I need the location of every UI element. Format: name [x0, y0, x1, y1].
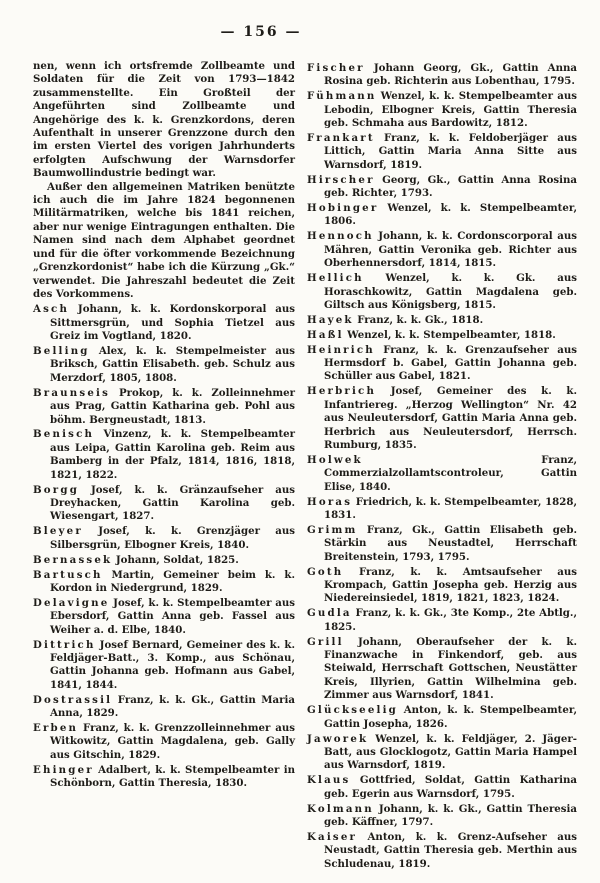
- register-entry: Bartusch Martin, Gemeiner beim k. k. Kordon in Niedergrund, 1829.: [33, 568, 295, 594]
- register-entry: Heinrich Franz, k. k. Grenzaufseher aus Hermsdorf b. Gabel, Gattin Johanna geb. Schüller aus Gabel, 1821.: [307, 343, 577, 383]
- register-entry: Dostrassil Franz, k. k. Gk., Gattin Maria Anna, 1829.: [33, 693, 295, 720]
- register-entry: Braunseis Prokop, k. k. Zolleinnehmer aus Prag, Gattin Katharina geb. Pohl aus böhm. Bergneustadt, 1813.: [33, 386, 295, 426]
- entry-surname: Braunseis: [33, 386, 111, 399]
- entry-surname: Heinrich: [307, 343, 375, 356]
- entry-surname: Hennoch: [307, 230, 374, 243]
- register-entry: Fischer Johann Georg, Gk., Gattin Anna Rosina geb. Richterin aus Lobenthau, 1795.: [307, 62, 577, 88]
- right-column: [307, 60, 577, 873]
- register-entry: Hayek Franz, k. k. Gk., 1818.: [307, 313, 484, 326]
- register-entry: Grill Johann, Oberaufseher der k. k. Finanzwache in Finkendorf, geb. aus Steiwald, Herrschaft Gottschen, Neustätter Kreis, Illyrien, Gattin Wilhelmina geb. Zimmer aus Warnsdorf, 1841.: [307, 635, 577, 702]
- entry-surname: Horas: [307, 495, 353, 508]
- entry-surname: Jaworek: [307, 732, 369, 745]
- left-column: [33, 60, 295, 792]
- register-entry: Bleyer Josef, k. k. Grenzjäger aus Silbersgrün, Elbogner Kreis, 1840.: [33, 525, 295, 551]
- register-entry: Bernassek Johann, Soldat, 1825.: [33, 553, 239, 566]
- entry-surname: Kaiser: [307, 830, 358, 843]
- register-entry: Klaus Gottfried, Soldat, Gattin Katharina geb. Egerin aus Warnsdorf, 1795.: [307, 774, 577, 800]
- entry-surname: Herbrich: [307, 385, 377, 398]
- entry-surname: Belling: [33, 345, 90, 358]
- intro-paragraph-matriken: Außer den allgemeinen Matriken benützte ich auch die im Jahre 1824 begonnenen Militärmatriken, welche bis 1841 reichen, aber nur wenige Eintragungen enthalten. Die Namen sind nach dem Alphabet geordnet und für die öfter vorkommende Bezeichnung „Grenzkordonist“ habe ich die Kürzung „Gk.“ verwendet. Die Jahreszahl bedeutet die Zeit des Vorkommens.: [33, 180, 295, 300]
- register-entry: Horas Friedrich, k. k. Stempelbeamter, 1828, 1831.: [307, 495, 577, 521]
- register-entry: Frankart Franz, k. k. Feldoberjäger aus Littich, Gattin Maria Anna Sitte aus Warnsdorf, 1819.: [307, 132, 577, 171]
- entry-surname: Frankart: [307, 132, 375, 145]
- register-entry: Belling Alex, k. k. Stempelmeister aus Briksch, Gattin Elisabeth. geb. Schulz aus Merzdorf, 1805, 1808.: [33, 345, 295, 384]
- register-entry: Hirscher Georg, Gk., Gattin Anna Rosina geb. Richter, 1793.: [307, 173, 577, 200]
- register-entry: Kolmann Johann, k. k. Gk., Gattin Theresia geb. Käffner, 1797.: [307, 802, 577, 828]
- entry-surname: Dittrich: [33, 638, 96, 651]
- entry-surname: Borgg: [33, 483, 80, 496]
- entry-surname: Holwek: [307, 453, 363, 466]
- entry-surname: Grimm: [307, 523, 358, 536]
- entry-surname: Ehinger: [33, 763, 94, 776]
- register-entry: Kaiser Anton, k. k. Grenz-Aufseher aus Neustadt, Gattin Theresia geb. Merthin aus Schludenau, 1819.: [307, 830, 577, 870]
- entry-surname: Bernassek: [33, 553, 113, 566]
- entry-surname: Erben: [33, 722, 79, 734]
- register-entry: Holwek Franz, Commerzialzollamtscontroleur, Gattin Elise, 1840.: [307, 453, 577, 493]
- entry-surname: Glückseelig: [307, 704, 399, 717]
- entry-surname: Hellich: [307, 272, 364, 285]
- register-entry: Haßl Wenzel, k. k. Stempelbeamter, 1818.: [307, 328, 556, 341]
- register-entry: Asch Johann, k. k. Kordonskorporal aus Sittmersgrün, und Sophia Tietzel aus Greiz im Vogtland, 1820.: [33, 303, 295, 343]
- register-entry: Dittrich Josef Bernard, Gemeiner des k. k. Feldjäger-Batt., 3. Komp., aus Schönau, Gattin Johanna geb. Hofmann aus Gabel, 1841, 1844.: [33, 638, 295, 691]
- entry-surname: Hayek: [307, 313, 354, 326]
- entry-surname: Grill: [307, 635, 344, 648]
- page-number: — 156 —: [220, 24, 302, 40]
- text-block: [33, 60, 577, 873]
- register-list-left: [33, 303, 295, 790]
- register-entry: Borgg Josef, k. k. Gränzaufseher aus Dreyhacken, Gattin Karolina geb. Wiesengart, 1827.: [33, 483, 295, 523]
- entry-surname: Dostrassil: [33, 693, 113, 706]
- register-entry: Hobinger Wenzel, k. k. Stempelbeamter, 1806.: [307, 202, 577, 228]
- entry-surname: Fühmann: [307, 90, 377, 103]
- entry-surname: Haßl: [307, 328, 344, 341]
- register-entry: Hennoch Johann, k. k. Cordonscorporal aus Mähren, Gattin Veronika geb. Richter aus Oberhennersdorf, 1814, 1815.: [307, 230, 577, 270]
- entry-surname: Hobinger: [307, 202, 379, 215]
- register-entry: Glückseelig Anton, k. k. Stempelbeamter, Gattin Josepha, 1826.: [307, 704, 577, 730]
- entry-surname: Goth: [307, 565, 344, 578]
- register-entry: Gudla Franz, k. k. Gk., 3te Komp., 2te Abtlg., 1825.: [307, 607, 577, 633]
- register-entry: Erben Franz, k. k. Grenzzolleinnehmer aus Witkowitz, Gattin Magdalena, geb. Gally aus Gitschin, 1829.: [33, 722, 295, 761]
- register-entry: Goth Franz, k. k. Amtsaufseher aus Krompach, Gattin Josepha geb. Herzig aus Niedereinsiedel, 1819, 1821, 1823, 1824.: [307, 565, 577, 605]
- register-entry: Grimm Franz, Gk., Gattin Elisabeth geb. Stärkin aus Neustadtel, Herrschaft Breitenstein, 1793, 1795.: [307, 523, 577, 563]
- entry-surname: Asch: [33, 303, 70, 316]
- register-entry: Benisch Vinzenz, k. k. Stempelbeamter aus Leipa, Gattin Karolina geb. Reim aus Bamberg in der Pfalz, 1814, 1816, 1818, 1821, 1822.: [33, 428, 295, 481]
- entry-surname: Gudla: [307, 607, 352, 620]
- register-entry: Ehinger Adalbert, k. k. Stempelbeamter in Schönborn, Gattin Theresia, 1830.: [33, 763, 295, 790]
- entry-surname: Bartusch: [33, 568, 103, 581]
- entry-surname: Hirscher: [307, 173, 375, 186]
- register-entry: Jaworek Wenzel, k. k. Feldjäger, 2. Jäger-Batt, aus Glocklogotz, Gattin Maria Hampel aus Warnsdorf, 1819.: [307, 732, 577, 772]
- entry-surname: Delavigne: [33, 596, 110, 609]
- register-entry: Fühmann Wenzel, k. k. Stempelbeamter aus Lebodin, Elbogner Kreis, Gattin Theresia geb. Schmaha aus Bardowitz, 1812.: [307, 90, 577, 130]
- intro-paragraph-continuation: nen, wenn ich ortsfremde Zollbeamte und Soldaten für die Zeit von 1793—1842 zusammenstellte. Ein Großteil der Angeführten sind Zollbeamte und Angehörige des k. k. Grenzkordons, deren Aufenthalt in unserer Grenzzone durch den im ersten Viertel des vorigen Jahrhunderts erfolgten Aufschwung der Warnsdorfer Baumwollindustrie bedingt war.: [33, 60, 295, 180]
- register-entry: Herbrich Josef, Gemeiner des k. k. Infantriereg. „Herzog Wellington“ Nr. 42 aus Neuleutersdorf, Gattin Maria Anna geb. Herbrich aus Neuleutersdorf, Herrsch. Rumburg, 1835.: [307, 385, 577, 451]
- entry-surname: Bleyer: [33, 525, 83, 538]
- entry-surname: Klaus: [307, 774, 351, 787]
- register-entry: Delavigne Josef, k. k. Stempelbeamter aus Ebersdorf, Gattin Anna geb. Fassel aus Weiher a. d. Elbe, 1840.: [33, 596, 295, 636]
- entry-surname: Benisch: [33, 428, 95, 441]
- entry-surname: Kolmann: [307, 802, 374, 815]
- register-entry: Hellich Wenzel, k. k. Gk. aus Horaschkowitz, Gattin Magdalena geb. Giltsch aus Königsberg, 1815.: [307, 272, 577, 311]
- entry-surname: Fischer: [307, 62, 365, 74]
- register-list-right: [307, 62, 577, 871]
